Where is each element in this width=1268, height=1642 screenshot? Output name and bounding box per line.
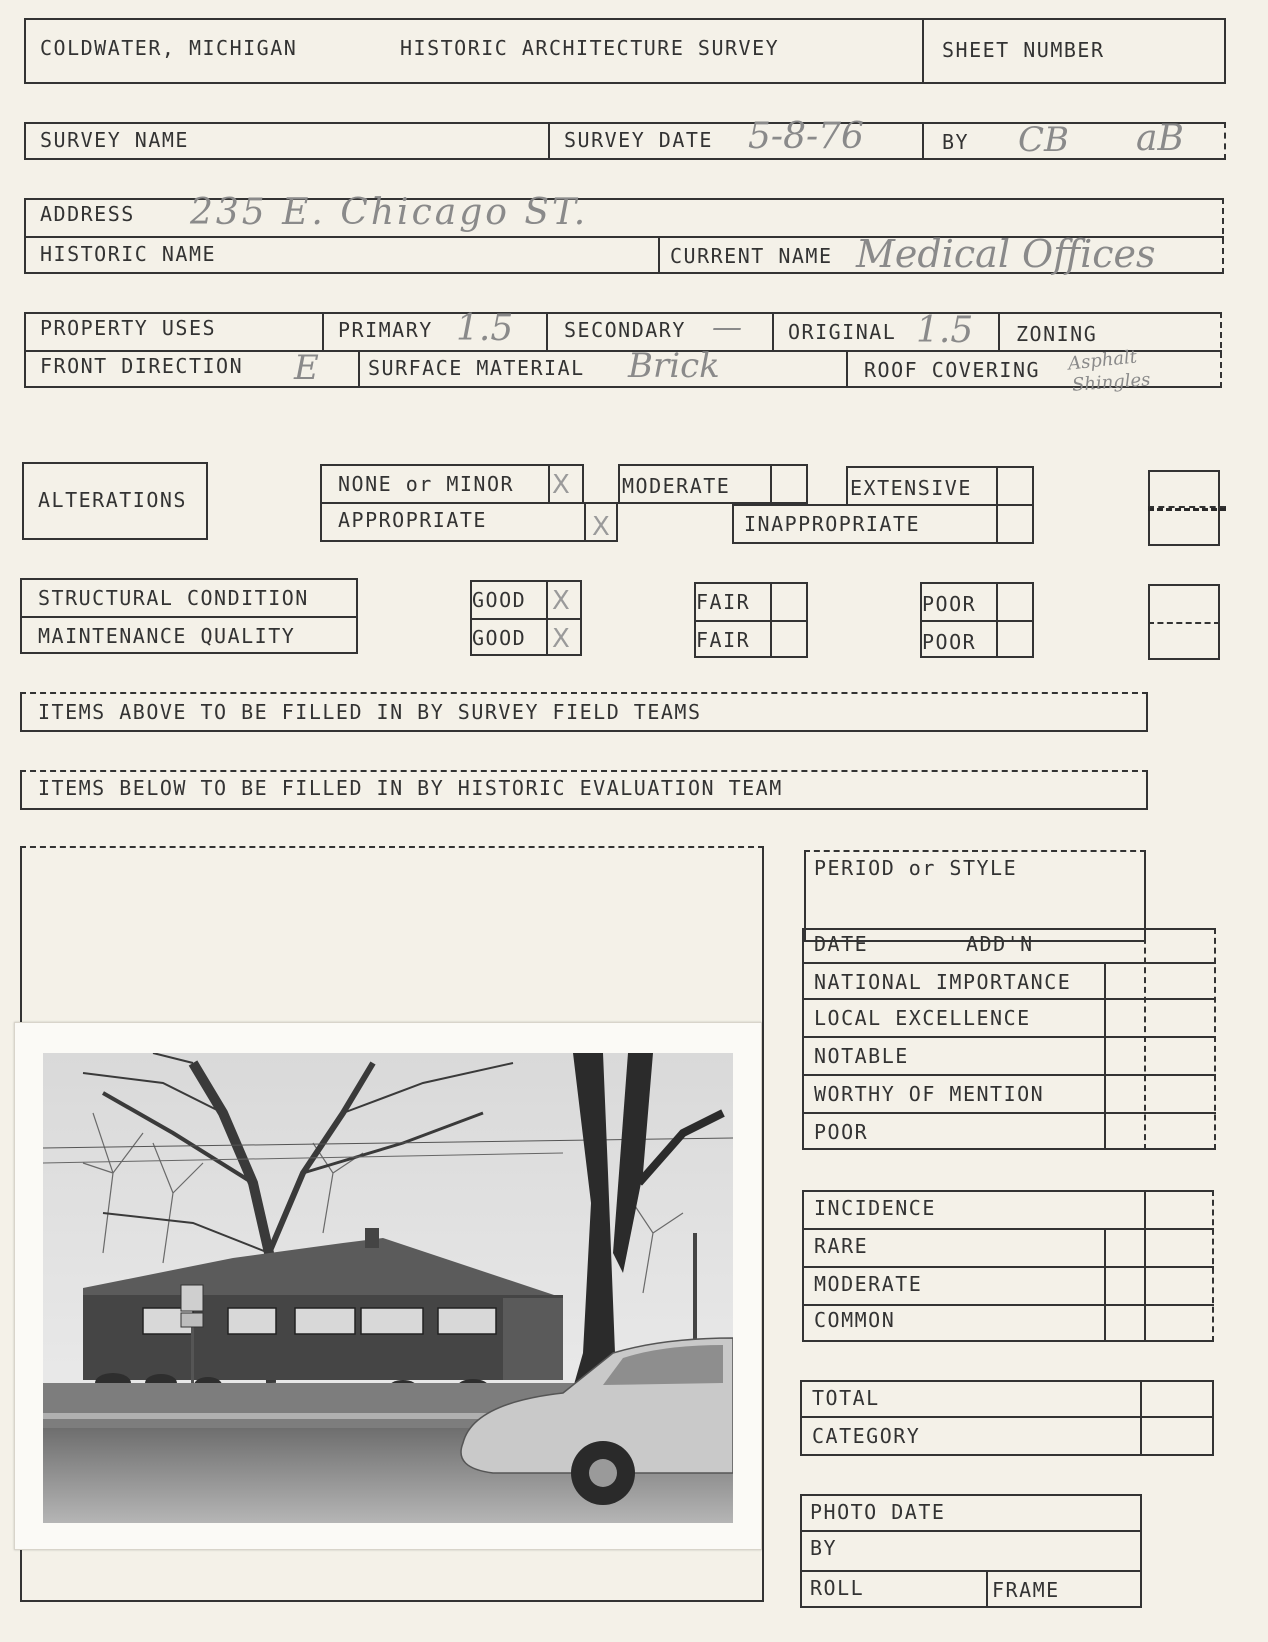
maintenance-quality-label: MAINTENANCE QUALITY: [38, 624, 296, 648]
poor-maintenance-label: POOR: [922, 630, 977, 654]
appropriate-label: APPROPRIATE: [338, 508, 487, 532]
fair-maintenance-label: FAIR: [696, 628, 751, 652]
survey-date-value: 5-8-76: [748, 116, 864, 157]
photo-date-label: PHOTO DATE: [810, 1500, 946, 1524]
surface-material-label: SURFACE MATERIAL: [368, 356, 585, 380]
worthy-of-mention-label: WORTHY OF MENTION: [814, 1082, 1045, 1106]
surface-material-value: Brick: [628, 346, 720, 386]
property-uses-label: PROPERTY USES: [40, 316, 217, 340]
by-value-1: CB: [1018, 120, 1069, 160]
address-label: ADDRESS: [40, 202, 135, 226]
current-name-value: Medical Offices: [856, 232, 1156, 276]
city-label: COLDWATER, MICHIGAN: [40, 36, 298, 60]
sheet-number-label: SHEET NUMBER: [942, 38, 1105, 62]
alterations-label: ALTERATIONS: [38, 488, 187, 512]
front-direction-label: FRONT DIRECTION: [40, 354, 244, 378]
poor-eval-label: POOR: [814, 1120, 869, 1144]
moderate-label: MODERATE: [622, 474, 731, 498]
good-maintenance-label: GOOD: [472, 626, 527, 650]
secondary-label: SECONDARY: [564, 318, 686, 342]
none-minor-label: NONE or MINOR: [338, 472, 515, 496]
photo-by-label: BY: [810, 1536, 838, 1560]
addn-label: ADD'N: [966, 932, 1034, 956]
original-value: 1.5: [916, 310, 974, 351]
roof-covering-label: ROOF COVERING: [864, 358, 1041, 382]
primary-value: 1.5: [456, 308, 514, 349]
appropriate-mark: X: [592, 512, 610, 542]
by-value-2: aB: [1136, 118, 1184, 159]
national-importance-label: NATIONAL IMPORTANCE: [814, 970, 1072, 994]
total-label: TOTAL: [812, 1386, 880, 1410]
current-name-label: CURRENT NAME: [670, 244, 833, 268]
category-label: CATEGORY: [812, 1424, 921, 1448]
secondary-value: —: [712, 310, 742, 345]
original-label: ORIGINAL: [788, 320, 897, 344]
historic-name-label: HISTORIC NAME: [40, 242, 217, 266]
notable-label: NOTABLE: [814, 1044, 909, 1068]
local-excellence-label: LOCAL EXCELLENCE: [814, 1006, 1031, 1030]
fair-structural-label: FAIR: [696, 590, 751, 614]
roll-label: ROLL: [810, 1576, 865, 1600]
building-photo: [43, 1053, 733, 1523]
none-minor-mark: X: [552, 470, 570, 500]
good-maintenance-mark: X: [552, 624, 570, 654]
survey-date-label: SURVEY DATE: [564, 128, 713, 152]
rare-label: RARE: [814, 1234, 869, 1258]
good-structural-label: GOOD: [472, 588, 527, 612]
front-direction-value: E: [294, 348, 319, 388]
survey-name-label: SURVEY NAME: [40, 128, 189, 152]
by-label: BY: [942, 130, 970, 154]
date-label: DATE: [814, 932, 869, 956]
extensive-label: EXTENSIVE: [850, 476, 972, 500]
zoning-label: ZONING: [1016, 322, 1098, 346]
survey-title: HISTORIC ARCHITECTURE SURVEY: [400, 36, 780, 60]
frame-label: FRAME: [992, 1578, 1060, 1602]
common-label: COMMON: [814, 1308, 896, 1332]
good-structural-mark: X: [552, 586, 570, 616]
roof-covering-value-2: Shingles: [1071, 369, 1152, 396]
address-value: 235 E. Chicago ST.: [190, 192, 589, 233]
note-below: ITEMS BELOW TO BE FILLED IN BY HISTORIC EVALUATION TEAM: [38, 776, 783, 800]
photo-card: [14, 1022, 762, 1550]
structural-condition-label: STRUCTURAL CONDITION: [38, 586, 309, 610]
roof-covering-value-1: Asphalt: [1067, 346, 1138, 375]
primary-label: PRIMARY: [338, 318, 433, 342]
moderate-incidence-label: MODERATE: [814, 1272, 923, 1296]
incidence-label: INCIDENCE: [814, 1196, 936, 1220]
note-above: ITEMS ABOVE TO BE FILLED IN BY SURVEY FIELD TEAMS: [38, 700, 702, 724]
period-style-label: PERIOD or STYLE: [814, 856, 1018, 880]
poor-structural-label: POOR: [922, 592, 977, 616]
inappropriate-label: INAPPROPRIATE: [744, 512, 921, 536]
